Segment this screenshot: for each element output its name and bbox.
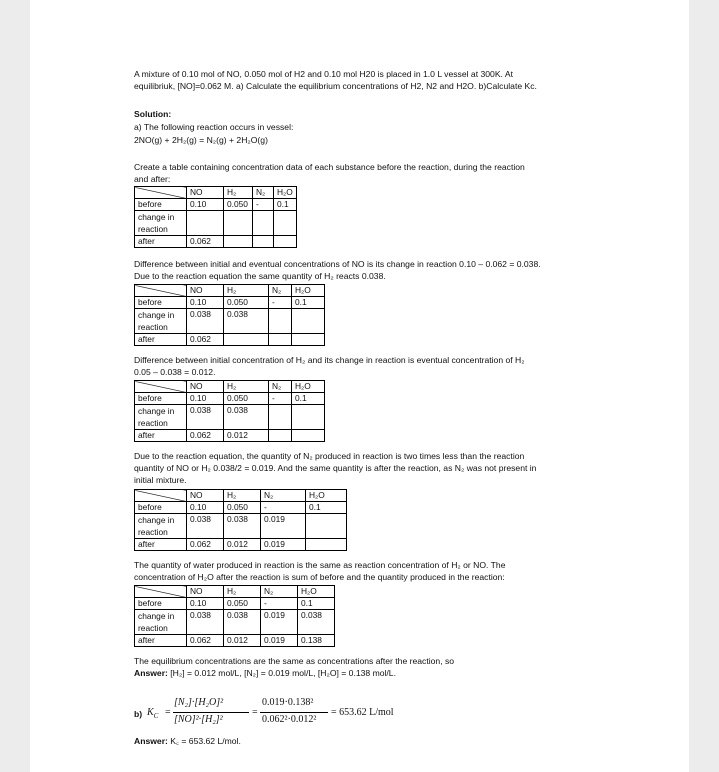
answer-a	[134, 667, 396, 679]
explanation-4-line-2: concentration of H₂O after the reaction is sum of before and the quantity produced in the reaction:	[134, 572, 505, 582]
explanation-1-line-2: Due to the reaction equation the same quantity of H₂ reacts 0.038.	[134, 271, 386, 281]
row-label-line: reaction	[138, 527, 168, 537]
table-cell: -	[253, 199, 274, 211]
header-h2: H₂	[224, 586, 261, 598]
table-cell	[187, 211, 224, 236]
table-header-row	[135, 490, 347, 502]
table-cell: 0.1	[292, 393, 325, 405]
table-cell: 0.050	[224, 393, 269, 405]
row-label: before	[135, 598, 187, 610]
table-cell: 0.038	[224, 514, 261, 539]
table-cell: 0.062	[187, 236, 224, 248]
header-n2: N₂	[261, 490, 306, 502]
concentration-table	[134, 380, 325, 442]
table-cell: 0.038	[187, 514, 224, 539]
table-row-change	[135, 309, 325, 334]
answer-b	[134, 735, 241, 747]
explanation-5-line-1: The equilibrium concentrations are the same as concentrations after the reaction, so	[134, 656, 455, 666]
problem-line-1: A mixture of 0.10 mol of NO, 0.050 mol of H2 and 0.10 mol H20 is placed in 1.0 L vessel at 300K. At	[134, 69, 513, 79]
table-row-before	[135, 297, 325, 309]
table-row-after	[135, 539, 347, 551]
row-label	[135, 514, 187, 539]
table-row-after	[135, 635, 335, 647]
table-cell: 0.10	[187, 502, 224, 514]
table-cell: 0.019	[261, 514, 306, 539]
values-numerator: 0.019·0.138²	[262, 697, 314, 708]
table-cell: 0.038	[187, 405, 224, 430]
row-label: after	[135, 334, 187, 346]
fraction-bar-1	[173, 712, 249, 713]
corner-cell	[135, 285, 187, 297]
row-label: after	[135, 236, 187, 248]
table-cell: 0.012	[224, 635, 261, 647]
formula-numerator: [N₂]·[H₂O]²	[174, 697, 224, 708]
row-label-line: change in	[138, 406, 175, 416]
table-row-change	[135, 514, 347, 539]
table-cell: -	[261, 502, 306, 514]
table-row-after	[135, 334, 325, 346]
table-row-after	[135, 430, 325, 442]
table-header-row	[135, 187, 297, 199]
header-h2: H₂	[224, 187, 253, 199]
formula-denominator: [NO]²·[H₂]²	[174, 714, 223, 725]
table-cell	[269, 430, 292, 442]
header-no: NO	[187, 187, 224, 199]
table-row-before	[135, 502, 347, 514]
table-row-change	[135, 405, 325, 430]
corner-cell	[135, 586, 187, 598]
table-cell: 0.019	[261, 635, 298, 647]
row-label: before	[135, 199, 187, 211]
table-cell	[253, 236, 274, 248]
reaction-equation: 2NO(g) + 2H₂(g) = N₂(g) + 2H₂O(g)	[134, 135, 268, 145]
table-cell: 0.1	[292, 297, 325, 309]
table-cell: -	[261, 598, 298, 610]
row-label: after	[135, 539, 187, 551]
row-label	[135, 211, 187, 236]
fraction-bar-2	[260, 712, 328, 713]
kc-result: = 653.62 L/mol	[331, 707, 394, 718]
header-h2: H₂	[224, 490, 261, 502]
table-cell	[274, 211, 297, 236]
concentration-table	[134, 284, 325, 346]
table-cell: 0.062	[187, 635, 224, 647]
table-cell	[269, 405, 292, 430]
row-label-line: change in	[138, 515, 175, 525]
table-cell: 0.038	[187, 309, 224, 334]
answer-a-label: Answer:	[134, 668, 168, 678]
table-cell: 0.138	[298, 635, 335, 647]
header-h2o: H₂O	[292, 285, 325, 297]
table-cell: -	[269, 393, 292, 405]
table-cell: 0.050	[224, 199, 253, 211]
table-cell: 0.062	[187, 334, 224, 346]
kc-subscript: C	[153, 712, 159, 720]
solution-heading: Solution:	[134, 109, 172, 119]
table-cell	[292, 430, 325, 442]
row-label	[135, 405, 187, 430]
corner-cell	[135, 187, 187, 199]
table-row-change	[135, 610, 335, 635]
explanation-1-line-1: Difference between initial and eventual concentrations of NO is its change in reaction 0.10 – 0.062 = 0.038.	[134, 259, 541, 269]
explanation-3-line-2: quantity of NO or H₂ 0.038/2 = 0.019. And the same quantity is after the reaction, as N₂ was not present in	[134, 463, 537, 473]
explanation-2-line-2: 0.05 – 0.038 = 0.012.	[134, 367, 216, 377]
row-label-line: reaction	[138, 322, 168, 332]
table-cell: 0.019	[261, 610, 298, 635]
table-cell	[269, 334, 292, 346]
explanation-3-line-1: Due to the reaction equation, the quantity of N₂ produced in reaction is two times less than the reaction	[134, 451, 525, 461]
header-h2: H₂	[224, 381, 269, 393]
table-cell: 0.1	[298, 598, 335, 610]
explanation-2-line-1: Difference between initial concentration of H₂ and its change in reaction is eventual concentration of H₂	[134, 355, 525, 365]
table-cell: 0.10	[187, 598, 224, 610]
header-n2: N₂	[269, 381, 292, 393]
table-cell: 0.019	[261, 539, 306, 551]
row-label-line: reaction	[138, 623, 168, 633]
table-row-before	[135, 199, 297, 211]
table-cell: 0.050	[224, 297, 269, 309]
table-cell: 0.10	[187, 393, 224, 405]
row-label: after	[135, 635, 187, 647]
table-cell: 0.038	[224, 309, 269, 334]
document-page	[30, 0, 689, 772]
table-cell: 0.050	[224, 598, 261, 610]
create-table-line-2: and after:	[134, 174, 171, 184]
table-cell: 0.050	[224, 502, 261, 514]
equals-2: =	[252, 707, 258, 718]
table-row-after	[135, 236, 297, 248]
header-n2: N₂	[261, 586, 298, 598]
table-cell	[274, 236, 297, 248]
table-cell	[269, 309, 292, 334]
header-n2: N₂	[269, 285, 292, 297]
row-label-line: change in	[138, 310, 175, 320]
table-cell	[224, 334, 269, 346]
header-h2o: H₂O	[274, 187, 297, 199]
table-cell: 0.012	[224, 539, 261, 551]
table-header-row	[135, 381, 325, 393]
create-table-line-1: Create a table containing concentration data of each substance before the reaction, during the reaction	[134, 162, 525, 172]
concentration-table	[134, 186, 297, 248]
table-cell	[253, 211, 274, 236]
table-cell	[292, 309, 325, 334]
equals-1: =	[165, 707, 171, 718]
row-label: before	[135, 502, 187, 514]
values-denominator: 0.062²·0.012²	[262, 714, 317, 725]
row-label: after	[135, 430, 187, 442]
table-cell: 0.038	[187, 610, 224, 635]
table-cell: 0.10	[187, 297, 224, 309]
table-cell	[292, 405, 325, 430]
answer-b-text: K꜀ = 653.62 L/mol.	[170, 736, 241, 746]
concentration-table	[134, 489, 347, 551]
table-cell: 0.038	[298, 610, 335, 635]
row-label-line: reaction	[138, 418, 168, 428]
row-label-line: change in	[138, 611, 175, 621]
explanation-3-line-3: initial mixture.	[134, 475, 187, 485]
kc-symbol	[147, 707, 158, 720]
part-b-label: b)	[134, 709, 143, 719]
header-no: NO	[187, 586, 224, 598]
corner-cell	[135, 490, 187, 502]
table-cell: 0.10	[187, 199, 224, 211]
table-cell: 0.1	[306, 502, 347, 514]
table-cell	[224, 236, 253, 248]
table-row-before	[135, 598, 335, 610]
table-cell: 0.038	[224, 405, 269, 430]
answer-a-text: [H₂] = 0.012 mol/L, [N₂] = 0.019 mol/L, [H₂O] = 0.138 mol/L.	[170, 668, 396, 678]
header-h2o: H₂O	[292, 381, 325, 393]
table-row-change	[135, 211, 297, 236]
row-label	[135, 309, 187, 334]
table-header-row	[135, 586, 335, 598]
table-cell: -	[269, 297, 292, 309]
concentration-table	[134, 585, 335, 647]
header-no: NO	[187, 381, 224, 393]
row-label	[135, 610, 187, 635]
table-cell: 0.062	[187, 430, 224, 442]
answer-b-label: Answer:	[134, 736, 168, 746]
explanation-4-line-1: The quantity of water produced in reaction is the same as reaction concentration of H₂ or NO. The	[134, 560, 506, 570]
corner-cell	[135, 381, 187, 393]
table-row-before	[135, 393, 325, 405]
table-cell: 0.062	[187, 539, 224, 551]
table-cell	[306, 514, 347, 539]
table-cell: 0.038	[224, 610, 261, 635]
header-no: NO	[187, 285, 224, 297]
header-n2: N₂	[253, 187, 274, 199]
part-a-intro: a) The following reaction occurs in vessel:	[134, 122, 294, 132]
table-cell	[292, 334, 325, 346]
problem-line-2: equilibriuk, [NO]=0.062 M. a) Calculate the equilibrium concentrations of H2, N2 and H2O. b)Calculate Kc.	[134, 81, 537, 91]
table-cell: 0.012	[224, 430, 269, 442]
header-no: NO	[187, 490, 224, 502]
row-label-line: change in	[138, 212, 175, 222]
kc-letter: K	[147, 707, 154, 718]
kc-formula	[134, 697, 464, 737]
table-header-row	[135, 285, 325, 297]
header-h2o: H₂O	[298, 586, 335, 598]
header-h2o: H₂O	[306, 490, 347, 502]
row-label: before	[135, 393, 187, 405]
table-cell	[224, 211, 253, 236]
header-h2: H₂	[224, 285, 269, 297]
table-cell: 0.1	[274, 199, 297, 211]
table-cell	[306, 539, 347, 551]
row-label-line: reaction	[138, 224, 168, 234]
row-label: before	[135, 297, 187, 309]
